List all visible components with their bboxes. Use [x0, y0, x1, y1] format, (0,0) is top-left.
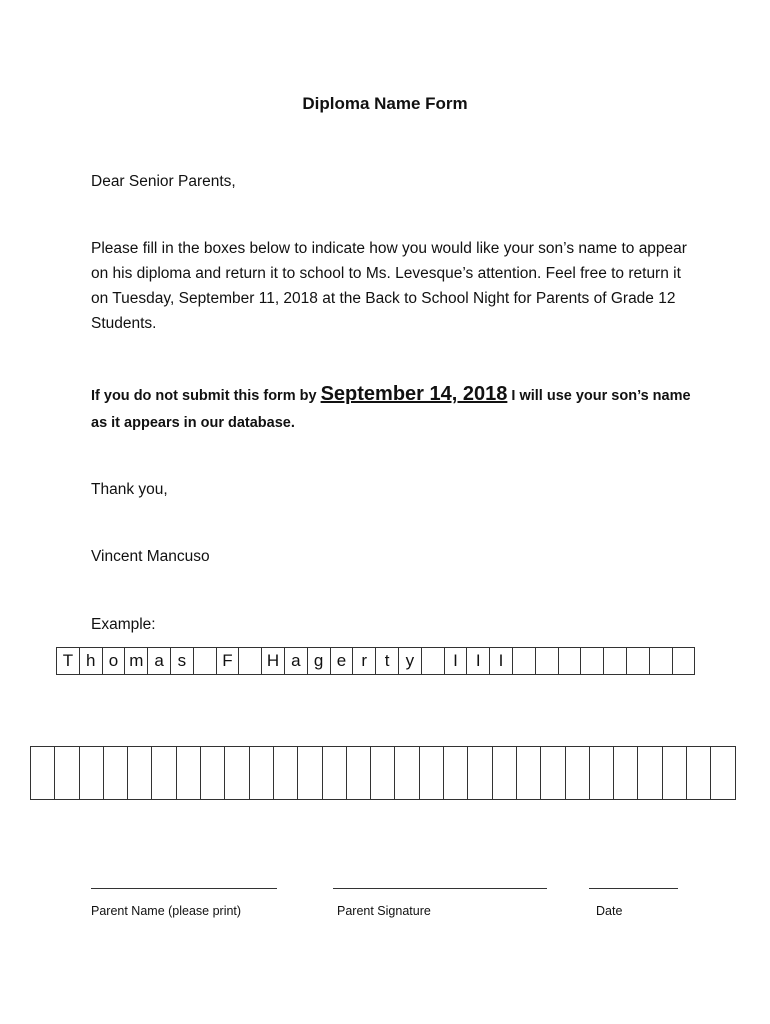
name-letter-box[interactable] — [224, 746, 249, 800]
example-letter-box — [512, 647, 536, 675]
name-entry-boxes — [30, 746, 736, 800]
name-letter-box[interactable] — [637, 746, 662, 800]
name-letter-box[interactable] — [151, 746, 176, 800]
example-letter-box: I — [444, 647, 468, 675]
name-letter-box[interactable] — [273, 746, 298, 800]
example-letter-box — [649, 647, 673, 675]
name-letter-box[interactable] — [686, 746, 711, 800]
example-letter-box: e — [330, 647, 354, 675]
deadline-date: September 14, 2018 — [320, 383, 508, 405]
example-label: Example: — [91, 616, 156, 633]
name-letter-box[interactable] — [516, 746, 541, 800]
example-letter-box — [535, 647, 559, 675]
parent-signature-label: Parent Signature — [337, 904, 431, 918]
example-letter-box: t — [375, 647, 399, 675]
example-letter-box: h — [79, 647, 103, 675]
example-letter-box: T — [56, 647, 80, 675]
example-letter-box: m — [124, 647, 148, 675]
name-letter-box[interactable] — [540, 746, 565, 800]
example-letter-box — [238, 647, 262, 675]
date-label: Date — [596, 904, 623, 918]
deadline-notice — [91, 381, 691, 437]
name-letter-box[interactable] — [370, 746, 395, 800]
example-letter-box: s — [170, 647, 194, 675]
name-letter-box[interactable] — [662, 746, 687, 800]
example-letter-box: I — [466, 647, 490, 675]
name-letter-box[interactable] — [346, 746, 371, 800]
example-letter-box — [421, 647, 445, 675]
example-letter-box: a — [284, 647, 308, 675]
example-letter-box: I — [489, 647, 513, 675]
name-letter-box[interactable] — [30, 746, 55, 800]
name-letter-box[interactable] — [127, 746, 152, 800]
name-letter-box[interactable] — [200, 746, 225, 800]
name-letter-box[interactable] — [443, 746, 468, 800]
name-letter-box[interactable] — [322, 746, 347, 800]
example-letter-box: a — [147, 647, 171, 675]
example-letter-box: r — [352, 647, 376, 675]
example-letter-box — [558, 647, 582, 675]
signer-name: Vincent Mancuso — [91, 548, 210, 565]
instructions-paragraph: Please fill in the boxes below to indicate how you would like your son’s name to appear on his diploma and return it to school to Ms. Levesque’s attention. Feel free to return it on Tuesday, September 11, 2018 at the Back to School Night for Parents of Grade 12 Students. — [91, 240, 687, 332]
example-letter-box: o — [102, 647, 126, 675]
example-letter-box: F — [216, 647, 240, 675]
example-letter-box — [626, 647, 650, 675]
name-letter-box[interactable] — [176, 746, 201, 800]
name-letter-box[interactable] — [589, 746, 614, 800]
name-letter-box[interactable] — [79, 746, 104, 800]
closing: Thank you, — [91, 481, 168, 498]
name-letter-box[interactable] — [565, 746, 590, 800]
deadline-text-after: I will use your son’s name as it appears in our database. — [91, 388, 691, 431]
name-letter-box[interactable] — [103, 746, 128, 800]
deadline-text-before: If you do not submit this form by — [91, 388, 321, 404]
name-letter-box[interactable] — [492, 746, 517, 800]
date-line[interactable] — [589, 888, 678, 889]
example-letter-box — [580, 647, 604, 675]
greeting: Dear Senior Parents, — [91, 173, 236, 190]
parent-signature-line[interactable] — [333, 888, 547, 889]
example-letter-box: H — [261, 647, 285, 675]
name-letter-box[interactable] — [613, 746, 638, 800]
parent-name-label: Parent Name (please print) — [91, 904, 242, 918]
parent-name-line[interactable] — [91, 888, 277, 889]
name-letter-box[interactable] — [394, 746, 419, 800]
name-letter-box[interactable] — [710, 746, 735, 800]
example-name-boxes — [56, 647, 695, 675]
name-letter-box[interactable] — [419, 746, 444, 800]
example-letter-box: g — [307, 647, 331, 675]
example-letter-box — [193, 647, 217, 675]
name-letter-box[interactable] — [249, 746, 274, 800]
example-letter-box — [603, 647, 627, 675]
name-letter-box[interactable] — [297, 746, 322, 800]
form-title: Diploma Name Form — [302, 94, 468, 113]
name-letter-box[interactable] — [54, 746, 79, 800]
example-letter-box — [672, 647, 696, 675]
name-letter-box[interactable] — [467, 746, 492, 800]
example-letter-box: y — [398, 647, 422, 675]
